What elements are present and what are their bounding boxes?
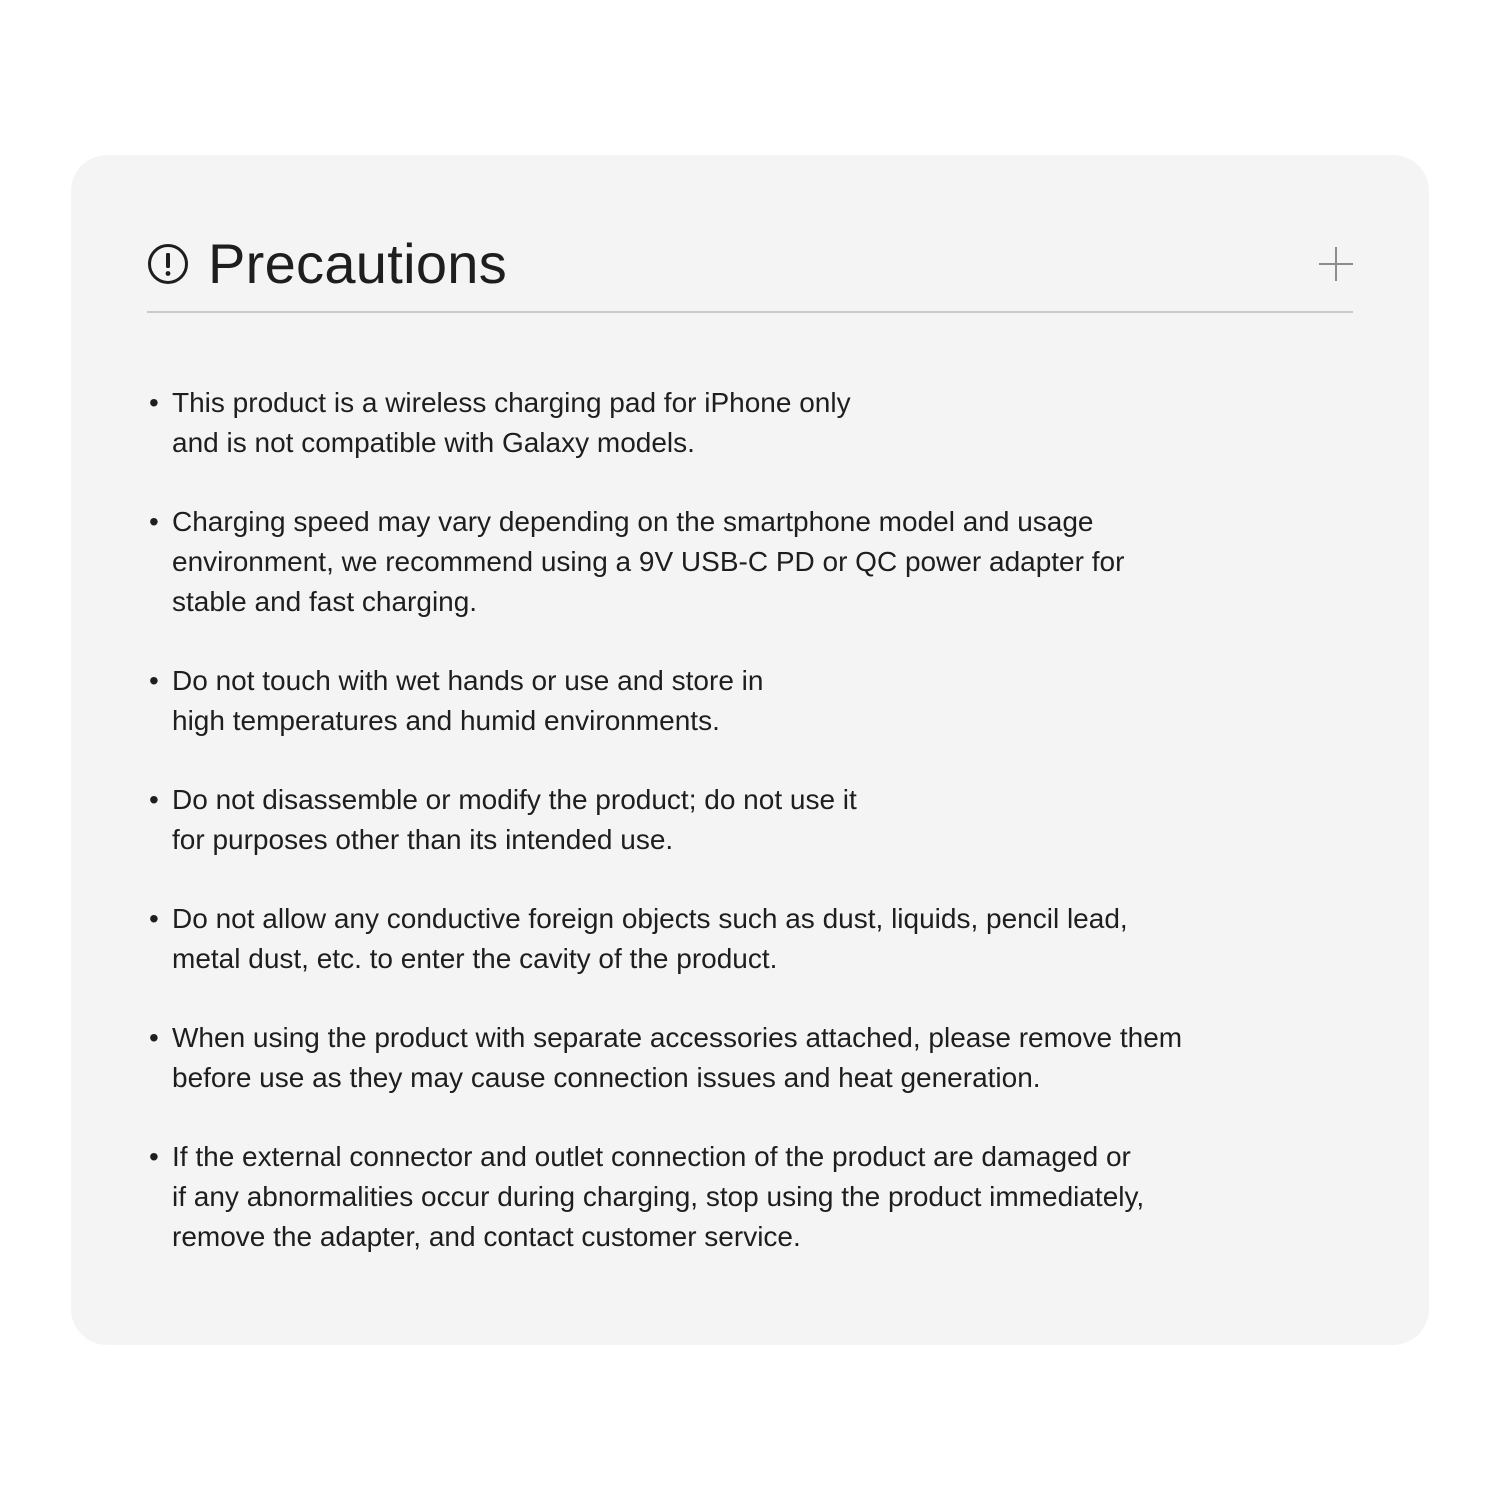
bullet: • xyxy=(149,903,159,935)
list-item-text: high temperatures and humid environments. xyxy=(172,704,720,736)
list-item-text: Charging speed may vary depending on the smartphone model and usage xyxy=(172,506,1094,538)
bullet: • xyxy=(149,1022,159,1054)
list-item-text: before use as they may cause connection issues and heat generation. xyxy=(172,1061,1041,1093)
list-item-text: if any abnormalities occur during charging, stop using the product immediately, xyxy=(172,1180,1145,1212)
list-item-text: This product is a wireless charging pad for iPhone only xyxy=(172,387,851,418)
list-item xyxy=(149,1018,1379,1097)
panel-header[interactable] xyxy=(147,225,1353,313)
list-item-text: Do not touch with wet hands or use and store in xyxy=(172,664,764,696)
bullet: • xyxy=(149,783,159,815)
list-item-text: and is not compatible with Galaxy models. xyxy=(172,426,695,458)
alert-circle-icon xyxy=(147,243,189,285)
list-item-text: Do not disassemble or modify the product; do not use it xyxy=(172,783,857,815)
list-item xyxy=(149,661,1379,740)
list-item-text: Do not allow any conductive foreign objects such as dust, liquids, pencil lead, xyxy=(172,903,1128,935)
list-item-text: If the external connector and outlet connection of the product are damaged or xyxy=(172,1141,1131,1173)
precautions-panel xyxy=(71,155,1429,1345)
list-item xyxy=(149,1137,1379,1256)
list-item xyxy=(149,780,1379,859)
list-item xyxy=(149,899,1379,978)
bullet: • xyxy=(149,506,159,538)
list-item-text: for purposes other than its intended use. xyxy=(172,823,674,855)
bullet: • xyxy=(149,387,159,418)
list-item-text: metal dust, etc. to enter the cavity of the product. xyxy=(172,942,778,974)
list-item-text: environment, we recommend using a 9V USB-C PD or QC power adapter for xyxy=(172,545,1125,577)
list-item-text: When using the product with separate accessories attached, please remove them xyxy=(172,1022,1183,1054)
list-item xyxy=(149,502,1379,621)
panel-title: Precautions xyxy=(208,232,508,295)
bullet: • xyxy=(149,1141,159,1173)
bullet: • xyxy=(149,664,159,696)
plus-icon[interactable] xyxy=(1319,247,1353,281)
list-item-text: remove the adapter, and contact customer service. xyxy=(172,1220,801,1252)
list-item xyxy=(149,383,1379,462)
list-item-text: stable and fast charging. xyxy=(172,585,478,617)
precautions-list xyxy=(149,383,1379,1296)
